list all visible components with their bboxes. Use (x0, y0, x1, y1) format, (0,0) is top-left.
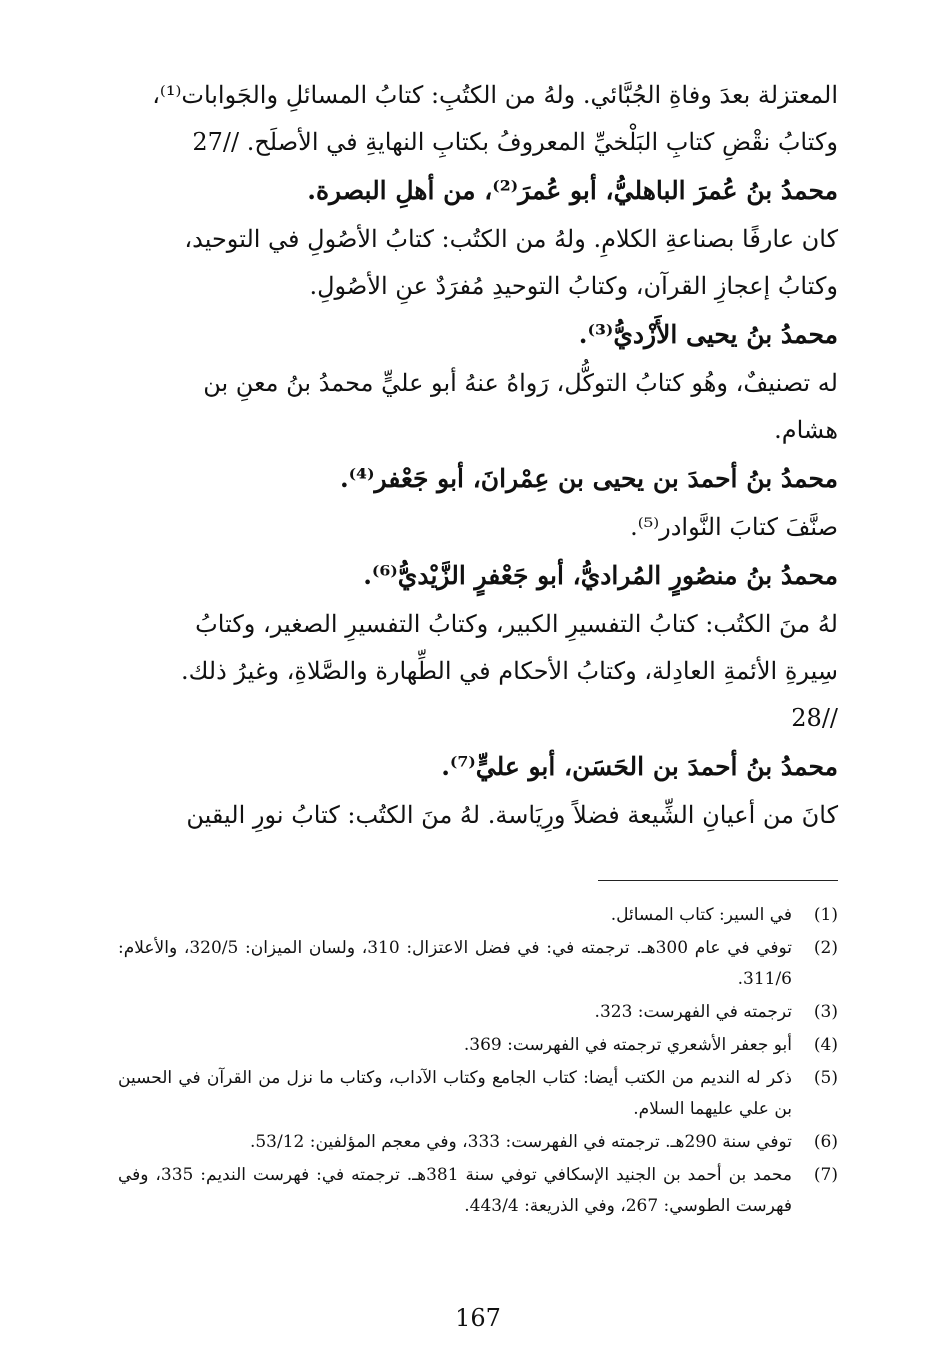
text-line: وكتابُ إعجازِ القرآن، وكتابُ التوحيدِ مُفرَدٌ عنِ الأصُولِ. (309, 272, 838, 300)
entry-heading: محمدُ بنُ أحمدَ بن يحيى بن عِمْرانَ، أبو جَعْفر⁽⁴⁾. (339, 464, 838, 493)
footnote-number: (1) (813, 905, 838, 925)
footnote-number: (6) (813, 1132, 838, 1152)
text-line: كان عارفًا بصناعةِ الكلامِ. ولهُ من الكتُب: كتابُ الأصُولِ في التوحيد، (184, 225, 838, 253)
footnote-text: في السير: كتاب المسائل. (610, 905, 792, 925)
text-line: المعتزلة بعدَ وفاةِ الجُبَّائي. ولهُ من الكتُبِ: كتابُ المسائلِ والجَوابات⁽¹⁾، (152, 81, 838, 109)
footnote-text: توفي في عام 300هـ. ترجمته في: في فضل الاعتزال: 310، ولسان الميزان: 320/5، والأعلام: 311/6. (118, 938, 793, 989)
footnote (118, 997, 838, 1028)
footnote (118, 900, 838, 931)
footnote (118, 933, 838, 995)
page-marker: 27// (192, 128, 240, 156)
footnote (118, 1127, 838, 1158)
footnote-text: ذكر له النديم من الكتب أيضا: كتاب الجامع وكتاب الآداب، وكتاب ما نزل من القرآن في الحسين بن علي عليهما السلام. (118, 1068, 792, 1119)
footnote-divider (598, 880, 838, 881)
entry-heading: محمدُ بنُ أحمدَ بن الحَسَن، أبو عليٍّ⁽⁷⁾. (441, 752, 838, 781)
text-line: صنَّفَ كتابَ النَّوادر⁽⁵⁾. (630, 513, 838, 541)
page-number: 167 (455, 1304, 501, 1332)
page-marker: 28// (791, 704, 838, 732)
footnote (118, 1160, 838, 1222)
main-text (118, 72, 838, 839)
entry-heading: محمدُ بنُ منصُورٍ المُراديُّ، أبو جَعْفرٍ الزَّيْديُّ⁽⁶⁾. (363, 561, 838, 590)
entry-heading: محمدُ بنُ عُمرَ الباهليُّ، أبو عُمرَ⁽²⁾، من أهلِ البصرة. (307, 176, 838, 205)
entry-heading: محمدُ بنُ يحيى الأَزْديُّ⁽³⁾. (578, 320, 838, 349)
text-line: لهُ منَ الكتُب: كتابُ التفسيرِ الكبير، وكتابُ التفسيرِ الصغير، وكتابُ (195, 610, 838, 638)
text-line (118, 695, 838, 742)
document-page (118, 72, 838, 1332)
text-line: وكتابُ نقْضِ كتابِ البَلْخيِّ المعروفُ بكتابِ النهايةِ في الأصلَح. 27// (118, 119, 838, 166)
footnote-number: (3) (813, 1002, 838, 1022)
footnote-number: (7) (813, 1165, 838, 1185)
footnote-number: (4) (813, 1035, 838, 1055)
text-line: سِيرةِ الأئمةِ العادِلة، وكتابُ الأحكام في الطِّهارة والصَّلاةِ، وغيرُ ذلك. (180, 657, 838, 685)
footnotes (118, 900, 838, 1224)
text-line: له تصنيفٌ، وهُو كتابُ التوكُّل، رَواهُ عنهُ أبو عليٍّ محمدُ بنُ معنِ بن (203, 369, 838, 397)
footnote-number: (5) (813, 1068, 838, 1088)
footnote-number: (2) (813, 938, 838, 958)
footnote-text: ترجمته في الفهرست: 323. (594, 1002, 792, 1022)
footnote-text: أبو جعفر الأشعري ترجمته في الفهرست: 369. (463, 1035, 792, 1055)
footnote (118, 1030, 838, 1061)
text-line: كانَ من أعيانِ الشِّيعة فضلاً ورِيَاسة. لهُ منَ الكتُب: كتابُ نورِ اليقين (186, 801, 838, 829)
footnote-text: توفي سنة 290هـ. ترجمته في الفهرست: 333، وفي معجم المؤلفين: 53/12. (249, 1132, 792, 1152)
footnote-text: محمد بن أحمد بن الجنيد الإسكافي توفي سنة 381هـ. ترجمته في: فهرست النديم: 335، وفي فهرست الطوسي: 267، وفي الذريعة: 443/4. (118, 1165, 792, 1216)
text-line: هشام. (774, 416, 838, 444)
footnote (118, 1063, 838, 1125)
